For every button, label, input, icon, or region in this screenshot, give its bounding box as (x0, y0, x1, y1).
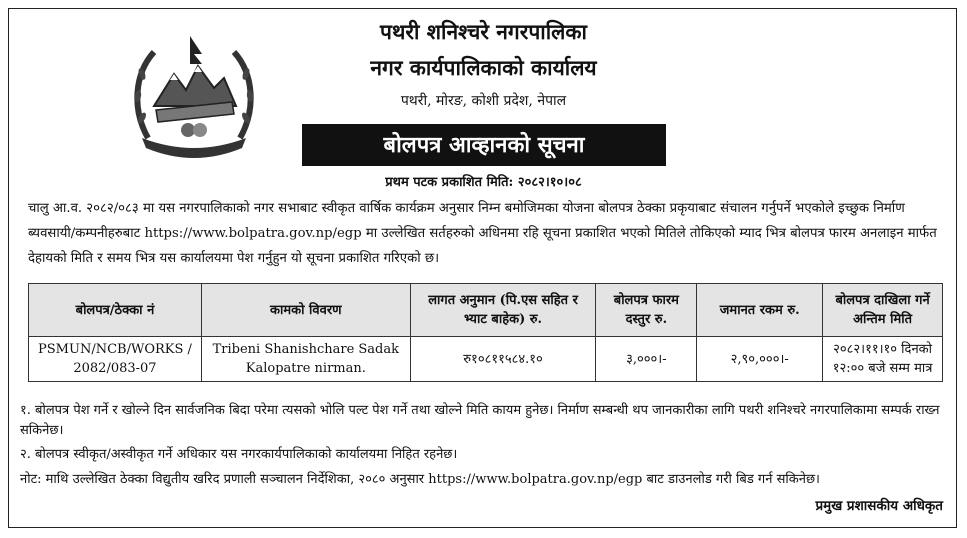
note-authority: २. बोलपत्र स्वीकृत/अस्वीकृत गर्ने अधिकार यस नगरकार्यपालिकाको कार्यालयमा निहित रहनेछ। (20, 447, 458, 462)
municipality-name: पथरी शनिश्चरे नगरपालिका (380, 19, 587, 44)
published-date: प्रथम पटक प्रकाशित मिति: २०८२।१०।०८ (385, 175, 582, 190)
table-header-row (29, 284, 943, 337)
notice-paragraph: चालु आ.व. २०८२/०८३ मा यस नगरपालिकाको नगर सभाबाट स्वीकृत वार्षिक कार्यक्रम अनुसार निम्न बमोजिमका योजना बोलपत्र ठेक्का प्रकृयाबाट संचालन गर्नुपर्ने भएकोले इच्छुक निर्माण ब्यवसायी/कम्पनीहरुबाट https://www.bolpatra.gov.np/egp मा उल्लेखित सर्तहरुको अधिनमा रहि सूचना प्रकाशित भएको मितिले तोकिएको म्याद भित्र बोलपत्र फारम अनलाइन मार्फत देहायको मिति र समय भित्र यस कार्यालयमा पेश गर्नुहुन यो सूचना प्रकाशित गरिएको छ। (28, 201, 937, 266)
cell-submission-deadline: २०८२।११।१० दिनको १२:०० बजे सम्म मात्र (823, 337, 943, 382)
col-header-work-description: कामको विवरण (201, 284, 410, 337)
cell-tender-no: PSMUN/NCB/WORKS / 2082/083-07 (29, 337, 202, 382)
table-row (29, 337, 943, 382)
notice-banner: बोलपत्र आव्हानको सूचना (302, 124, 666, 166)
signatory-title: प्रमुख प्रशासकीय अधिकृत (815, 498, 943, 514)
col-header-cost-estimate: लागत अनुमान (पि.एस सहित र भ्याट बाहेक) रु. (410, 284, 596, 337)
col-header-submission-deadline: बोलपत्र दाखिला गर्ने अन्तिम मिति (823, 284, 943, 337)
col-header-bid-security: जमानत रकम रु. (697, 284, 823, 337)
cell-cost-estimate: रु१०८११५८४.१० (410, 337, 596, 382)
office-address: पथरी, मोरङ, कोशी प्रदेश, नेपाल (400, 93, 567, 109)
note-holiday: १. बोलपत्र पेश गर्ने र खोल्ने दिन सार्वजनिक बिदा परेमा त्यसको भोलि पल्ट पेश गर्ने तथा खोल्ने मिति कायम हुनेछ। निर्माण सम्बन्धी थप जानकारीका लागि पथरी शनिश्चरे नगरपालिकामा सम्पर्क राख्न सकिनेछ। (20, 403, 940, 438)
cell-form-fee: ३,०००।- (596, 337, 697, 382)
cell-bid-security: २,९०,०००।- (697, 337, 823, 382)
cell-work-description: Tribeni Shanishchare Sadak Kalopatre nirman. (201, 337, 410, 382)
office-name: नगर कार्यपालिकाको कार्यालय (370, 55, 597, 80)
col-header-form-fee: बोलपत्र फारम दस्तुर रु. (596, 284, 697, 337)
col-header-tender-no: बोलपत्र/ठेक्का नं (29, 284, 202, 337)
tender-table (28, 283, 943, 382)
note-egp-download: नोट: माथि उल्लेखित ठेक्का विद्युतीय खरिद प्रणाली सञ्चालन निर्देशिका, २०८० अनुसार https://www.bolpatra.gov.np/egp बाट डाउनलोड गरी बिड गर्न सकिनेछ। (20, 472, 820, 487)
